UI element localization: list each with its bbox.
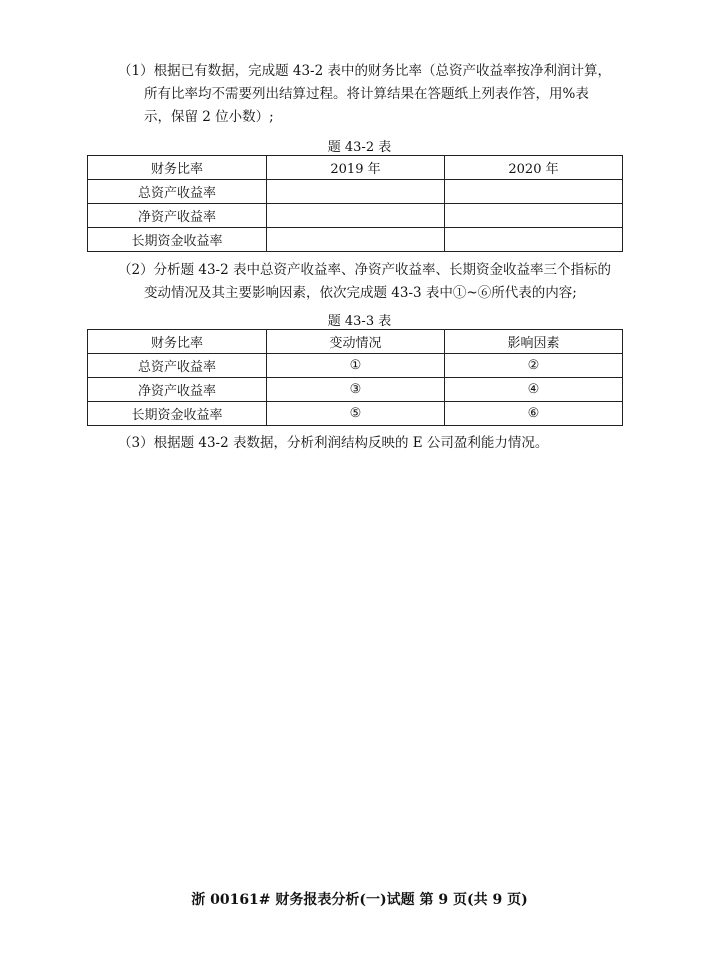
- header-cell: 财务比率: [88, 156, 267, 180]
- page-footer: 浙 00161# 财务报表分析(一)试题 第 9 页(共 9 页): [191, 892, 528, 908]
- table-43-3: [87, 329, 623, 426]
- header-cell: 财务比率: [88, 330, 267, 354]
- table-cell: ②: [445, 354, 623, 378]
- table-43-3-caption: 题 43-3 表: [327, 314, 392, 329]
- question-1-line-1: （1）根据已有数据，完成题 43-2 表中的财务比率（总资产收益率按净利润计算，: [118, 63, 611, 79]
- question-2-line-2: 变动情况及其主要影响因素，依次完成题 43-3 表中①~⑥所代表的内容;: [144, 285, 577, 301]
- question-2-line-1: （2）分析题 43-2 表中总资产收益率、净资产收益率、长期资金收益率三个指标的: [118, 262, 611, 278]
- table-cell: ⑤: [267, 402, 445, 426]
- table-cell: [267, 228, 445, 252]
- table-cell: [267, 204, 445, 228]
- table-cell: [445, 180, 623, 204]
- table-header-row: [88, 330, 623, 354]
- table-header-row: [88, 156, 623, 180]
- row-label-cell: 净资产收益率: [88, 204, 267, 228]
- table-row: [88, 180, 623, 204]
- table-cell: ③: [267, 378, 445, 402]
- table-cell: [445, 204, 623, 228]
- row-label-cell: 净资产收益率: [88, 378, 267, 402]
- table-row: [88, 204, 623, 228]
- row-label-cell: 长期资金收益率: [88, 228, 267, 252]
- table-43-2-caption: 题 43-2 表: [327, 140, 392, 155]
- row-label-cell: 总资产收益率: [88, 354, 267, 378]
- table-row: [88, 228, 623, 252]
- table-cell: [445, 228, 623, 252]
- question-1-line-2: 所有比率均不需要列出结算过程。将计算结果在答题纸上列表作答，用%表: [144, 86, 589, 102]
- table-row: [88, 378, 623, 402]
- header-cell: 2020 年: [445, 156, 623, 180]
- row-label-cell: 总资产收益率: [88, 180, 267, 204]
- question-2: [118, 259, 618, 305]
- table-cell: ①: [267, 354, 445, 378]
- table-row: [88, 354, 623, 378]
- table-cell: ⑥: [445, 402, 623, 426]
- question-1-line-3: 示，保留 2 位小数）;: [144, 109, 274, 125]
- header-cell: 变动情况: [267, 330, 445, 354]
- question-3: [118, 432, 618, 455]
- table-cell: [267, 180, 445, 204]
- question-1: [118, 60, 618, 129]
- header-cell: 2019 年: [267, 156, 445, 180]
- table-cell: ④: [445, 378, 623, 402]
- row-label-cell: 长期资金收益率: [88, 402, 267, 426]
- question-3-line-1: （3）根据题 43-2 表数据，分析利润结构反映的 E 公司盈利能力情况。: [118, 435, 549, 451]
- header-cell: 影响因素: [445, 330, 623, 354]
- table-row: [88, 402, 623, 426]
- table-43-2: [87, 155, 623, 252]
